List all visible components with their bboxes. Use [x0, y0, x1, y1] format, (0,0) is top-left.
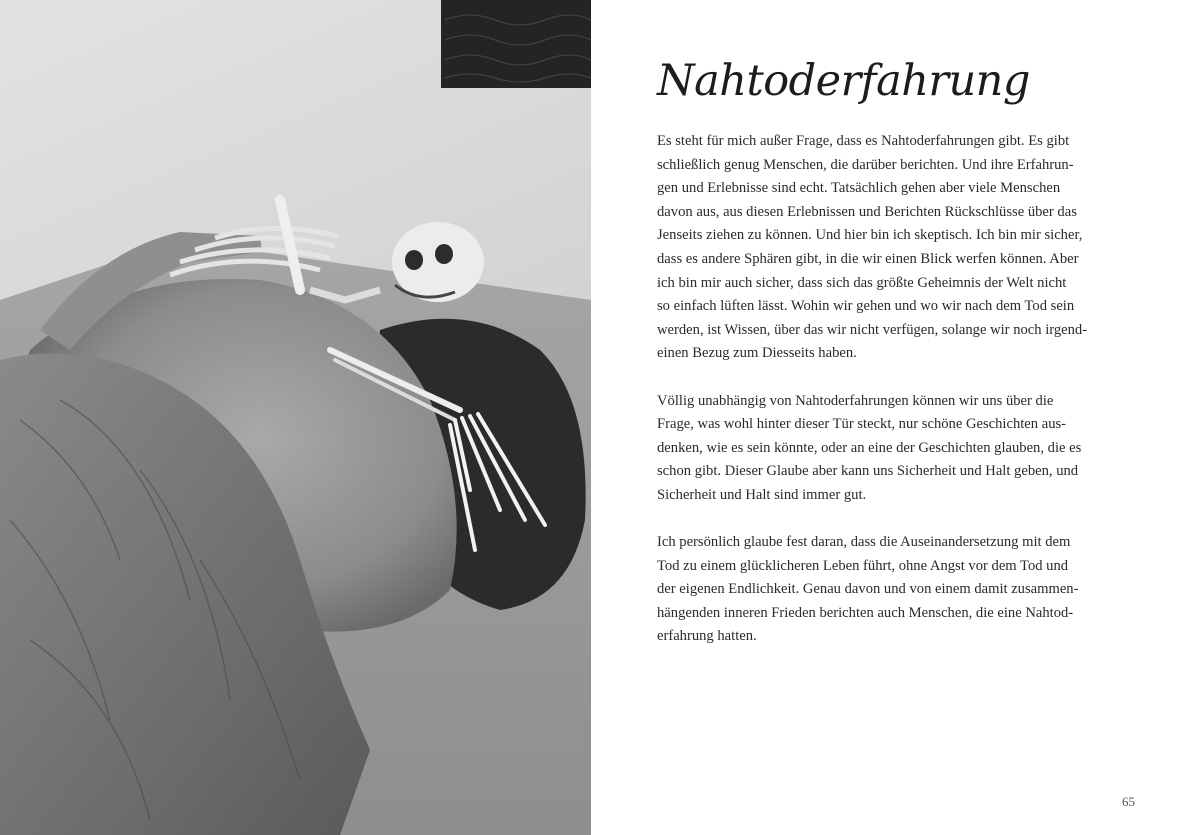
text-line: erfahrung hatten. [657, 628, 757, 645]
text-page [591, 0, 1181, 835]
text-line: Jenseits ziehen zu können. Und hier bin ich skeptisch. Ich bin mir sicher, [657, 227, 1083, 244]
text-line: Tod zu einem glücklicheren Leben führt, ohne Angst vor dem Tod und [657, 557, 1069, 574]
text-line: schon gibt. Dieser Glaube aber kann uns Sicherheit und Halt geben, und [657, 463, 1079, 480]
text-line: Frage, was wohl hinter dieser Tür steckt, nur schöne Geschichten aus- [657, 416, 1067, 433]
text-line: Sicherheit und Halt sind immer gut. [657, 486, 867, 503]
text-line: so einfach lüften lässt. Wohin wir gehen und wo wir nach dem Tod sein [657, 298, 1075, 315]
body-text [657, 130, 1127, 673]
text-line: denken, wie es sein könnte, oder an eine der Geschichten glauben, die es [657, 439, 1082, 456]
text-line: werden, ist Wissen, über das wir nicht verfügen, solange wir noch irgend- [657, 321, 1088, 338]
paragraph-2 [657, 390, 1127, 508]
text-line: schließlich genug Menschen, die darüber berichten. Und ihre Erfahrun- [657, 156, 1074, 173]
text-line: Es steht für mich außer Frage, dass es Nahtoderfahrungen gibt. Es gibt [657, 133, 1070, 149]
text-line: ich bin mir auch sicher, dass sich das größte Geheimnis der Welt nicht [657, 274, 1067, 291]
text-line: Ich persönlich glaube fest daran, dass die Auseinandersetzung mit dem [657, 534, 1071, 551]
page-number: 65 [1122, 794, 1135, 809]
text-line: einen Bezug zum Diesseits haben. [657, 345, 857, 362]
text-line: hängenden inneren Frieden berichten auch Menschen, die eine Nahtod- [657, 604, 1074, 621]
text-line: davon aus, aus diesen Erlebnissen und Berichten Rückschlüsse über das [657, 203, 1077, 220]
text-line: Völlig unabhängig von Nahtoderfahrungen können wir uns über die [657, 392, 1054, 409]
chapter-title: Nahtoderfahrung [657, 56, 1030, 106]
text-line: dass es andere Sphären gibt, in die wir einen Blick werfen können. Aber [657, 250, 1079, 267]
paragraph-1 [657, 130, 1127, 366]
text-line: der eigenen Endlichkeit. Genau davon und von einem damit zusammen- [657, 581, 1079, 598]
text-line: gen und Erlebnisse sind echt. Tatsächlich gehen aber viele Menschen [657, 180, 1061, 197]
paragraph-3 [657, 531, 1127, 649]
